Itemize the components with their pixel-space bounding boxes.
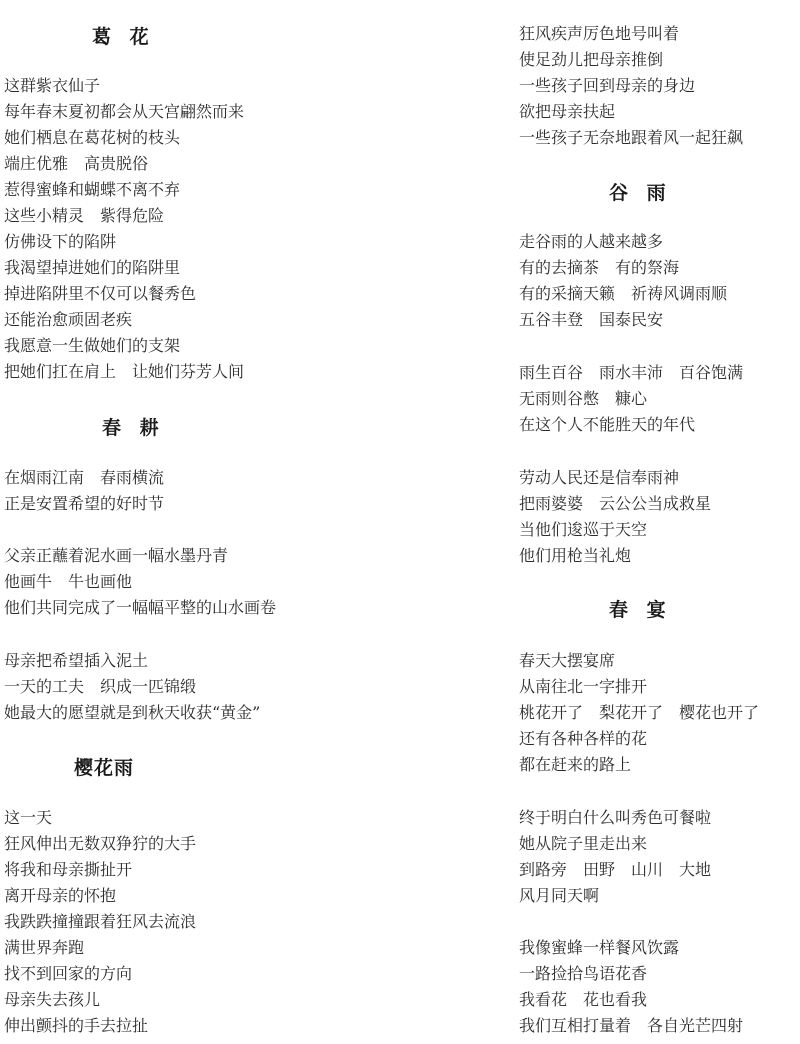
- poem-line: 母亲把希望插入泥土: [4, 651, 149, 670]
- poem-line: 她们栖息在葛花树的枝头: [4, 128, 181, 147]
- poem-line: 一些孩子无奈地跟着风一起狂飙: [519, 128, 744, 147]
- poem-line: 正是安置希望的好时节: [4, 494, 165, 513]
- poem-line: 五谷丰登 国泰民安: [519, 310, 664, 329]
- poem-line: 仿佛设下的陷阱: [4, 232, 117, 251]
- poem-line: 狂风疾声厉色地号叫着: [519, 24, 680, 43]
- poem-line: 把她们扛在肩上 让她们芬芳人间: [4, 362, 245, 381]
- poem-title-yinghuayu: 樱花雨: [74, 757, 135, 779]
- poem-line: 我们互相打量着 各自光芒四射: [519, 1016, 744, 1035]
- poem-line: 他画牛 牛也画他: [4, 572, 133, 591]
- poem-line: 在这个人不能胜天的年代: [519, 415, 696, 434]
- poem-line: 欲把母亲扶起: [519, 102, 616, 121]
- poem-title-chunyan: 春 宴: [609, 599, 672, 621]
- poem-line: 走谷雨的人越来越多: [519, 232, 664, 251]
- poem-line: 她最大的愿望就是到秋天收获“黄金”: [4, 703, 261, 722]
- poem-line: 我像蜜蜂一样餐风饮露: [519, 938, 680, 957]
- poem-title-guyu: 谷 雨: [609, 182, 672, 204]
- poem-line: 雨生百谷 雨水丰沛 百谷饱满: [519, 363, 744, 382]
- poem-line: 还有各种各样的花: [519, 729, 648, 748]
- poem-title-chungeng: 春 耕: [102, 417, 165, 439]
- poem-line: 无雨则谷憋 糠心: [519, 389, 648, 408]
- poem-line: 他们用枪当礼炮: [519, 546, 632, 565]
- poem-line: 我愿意一生做她们的支架: [4, 336, 181, 355]
- poem-line: 我看花 花也看我: [519, 990, 648, 1009]
- poem-line: 他们共同完成了一幅幅平整的山水画卷: [4, 598, 277, 617]
- poem-line: 父亲正蘸着泥水画一幅水墨丹青: [4, 546, 229, 565]
- poem-line: 这群紫衣仙子: [4, 76, 101, 95]
- poem-line: 有的采摘天籁 祈祷风调雨顺: [519, 284, 728, 303]
- poem-line: 到路旁 田野 山川 大地: [519, 860, 712, 879]
- poem-line: 一天的工夫 织成一匹锦缎: [4, 677, 197, 696]
- poem-title-gehua: 葛 花: [92, 26, 155, 48]
- poem-line: 一些孩子回到母亲的身边: [519, 76, 696, 95]
- poem-line: 端庄优雅 高贵脱俗: [4, 154, 149, 173]
- poem-line: 这一天: [4, 808, 53, 827]
- poem-line: 满世界奔跑: [4, 938, 85, 957]
- poem-line: 一路捡拾鸟语花香: [519, 964, 648, 983]
- poem-line: 当他们逡巡于天空: [519, 520, 648, 539]
- poem-line: 我跌跌撞撞跟着狂风去流浪: [4, 912, 197, 931]
- poem-line: 从南往北一字排开: [519, 677, 648, 696]
- poem-line: 有的去摘茶 有的祭海: [519, 258, 680, 277]
- poem-line: 春天大摆宴席: [519, 651, 616, 670]
- poem-line: 将我和母亲撕扯开: [4, 860, 133, 879]
- poem-line: 还能治愈顽固老疾: [4, 310, 133, 329]
- poem-line: 惹得蜜蜂和蝴蝶不离不弃: [4, 180, 181, 199]
- poem-line: 这些小精灵 紫得危险: [4, 206, 165, 225]
- poem-line: 在烟雨江南 春雨横流: [4, 468, 165, 487]
- poem-line: 使足劲儿把母亲推倒: [519, 50, 664, 69]
- poem-line: 离开母亲的怀抱: [4, 886, 117, 905]
- poem-line: 母亲失去孩儿: [4, 990, 101, 1009]
- poem-line: 风月同天啊: [519, 886, 600, 905]
- poem-line: 掉进陷阱里不仅可以餐秀色: [4, 284, 197, 303]
- poem-line: 她从院子里走出来: [519, 834, 648, 853]
- poem-line: 把雨婆婆 云公公当成救星: [519, 494, 712, 513]
- poem-line: 我渴望掉进她们的陷阱里: [4, 258, 181, 277]
- poem-line: 终于明白什么叫秀色可餐啦: [519, 808, 712, 827]
- poem-line: 劳动人民还是信奉雨神: [519, 468, 680, 487]
- poem-line: 桃花开了 梨花开了 樱花也开了: [519, 703, 760, 722]
- poem-line: 都在赶来的路上: [519, 755, 632, 774]
- poem-line: 找不到回家的方向: [4, 964, 133, 983]
- poem-line: 伸出颤抖的手去拉扯: [4, 1016, 149, 1035]
- poem-line: 每年春末夏初都会从天宫翩然而来: [4, 102, 245, 121]
- poem-line: 狂风伸出无数双狰狞的大手: [4, 834, 197, 853]
